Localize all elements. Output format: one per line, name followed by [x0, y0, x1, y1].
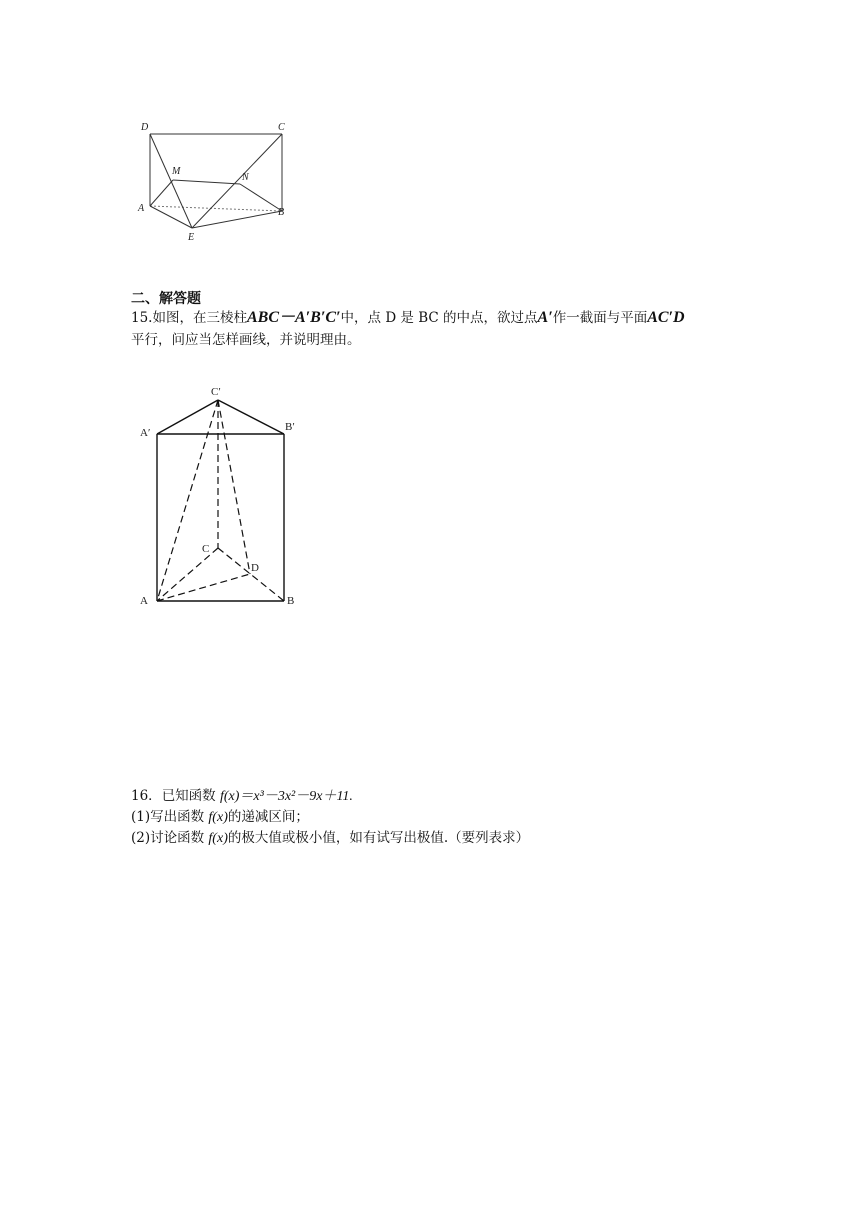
label-C: C [202, 543, 210, 555]
question-16-line-1 [131, 786, 353, 807]
section-title: 二、解答题 [131, 291, 201, 307]
edge-ApCp [157, 400, 218, 434]
label-Aprime: A′ [140, 427, 151, 439]
label-A: A [140, 595, 148, 607]
q15-prism: ABC－A′B′C′ [246, 309, 341, 326]
label-A: A [138, 203, 145, 214]
edge-AM [150, 180, 173, 206]
label-N: N [242, 172, 249, 183]
label-E: E [188, 232, 195, 243]
q16-part1-text-b: 的递减区间； [227, 809, 309, 825]
q15-number: 15. [131, 310, 153, 326]
q16-part1-number: (1) [131, 809, 151, 825]
q15-plane: AC′D [647, 309, 685, 326]
edge-AD-hidden [157, 574, 250, 601]
question-15-line-2: 平行，问应当怎样画线，并说明理由。 [131, 332, 361, 348]
q16-part2-text-a: 讨论函数 [150, 830, 205, 846]
edge-NB [240, 184, 282, 211]
edge-AE [150, 206, 192, 228]
label-Bprime: B′ [285, 421, 295, 433]
question-16-part-1 [131, 807, 309, 828]
edge-CpA-hidden [157, 400, 218, 601]
q16-intro: 已知函数 [161, 788, 216, 804]
label-Cprime: C′ [211, 386, 221, 398]
q15-text-c: 作一截面与平面 [552, 310, 648, 326]
figure-1-geometry [130, 116, 300, 246]
q15-text-b: 中，点 D 是 BC 的中点，欲过点 [340, 310, 538, 326]
edge-AB-hidden [150, 206, 282, 211]
q15-text-a: 如图，在三棱柱 [152, 310, 247, 326]
label-B: B [287, 595, 295, 607]
label-B: B [278, 207, 285, 218]
question-15-line-1 [131, 308, 685, 328]
figure-2-prism [132, 380, 307, 610]
label-D: D [251, 562, 259, 574]
q16-part2-text-b: 的极大值或极小值，如有试写出极值.（要列表求） [227, 830, 530, 846]
edge-MN [173, 180, 240, 184]
edge-CpBp [218, 400, 284, 434]
q16-number: 16． [131, 788, 162, 804]
question-16-part-2 [131, 828, 529, 849]
label-C: C [278, 122, 285, 133]
q16-part2-f: f(x) [208, 831, 228, 846]
q16-part2-number: (2) [131, 830, 151, 846]
edge-CB-hidden [218, 548, 284, 601]
edge-CpD-hidden [218, 400, 250, 574]
q15-point: A′ [537, 309, 553, 326]
label-M: M [172, 166, 181, 177]
q16-function: f(x)＝x³－3x²－9x＋11. [219, 789, 353, 804]
q16-part1-text-a: 写出函数 [150, 809, 205, 825]
label-D: D [141, 122, 149, 133]
q16-part1-f: f(x) [208, 810, 228, 825]
edge-CA-hidden [157, 548, 218, 601]
